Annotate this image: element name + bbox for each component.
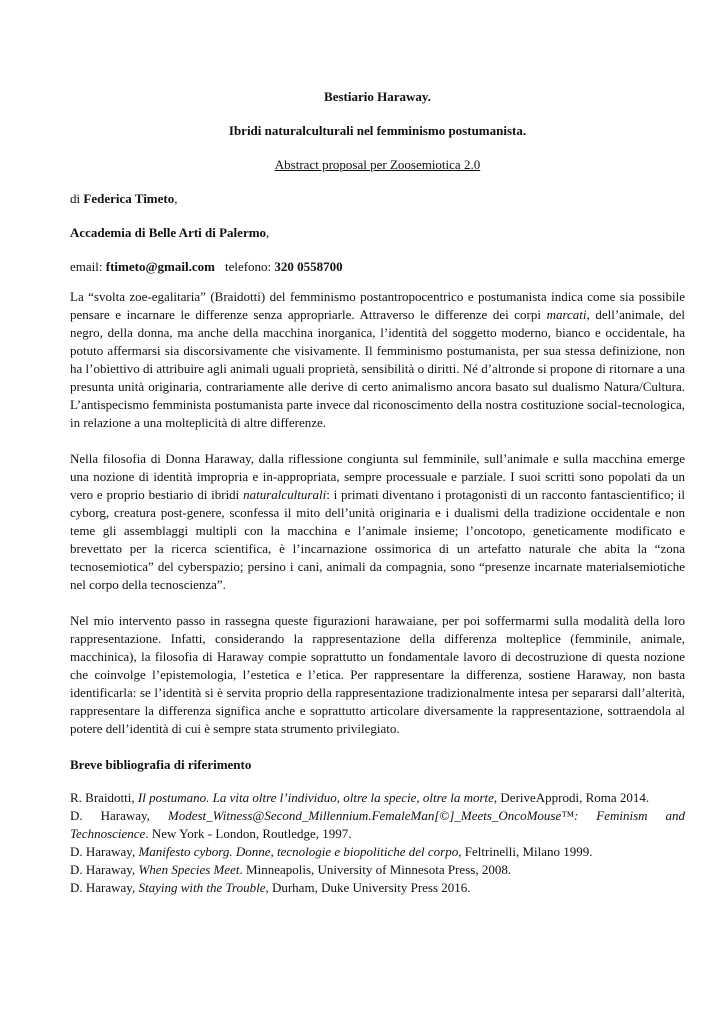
bibliography-item bbox=[70, 879, 685, 897]
bib-title: When Species Meet bbox=[138, 862, 240, 877]
bib-title: Manifesto cyborg. Donne, tecnologie e biopolitiche del corpo bbox=[138, 844, 459, 859]
phone-label: telefono: bbox=[224, 259, 275, 274]
bibliography-item bbox=[70, 789, 685, 807]
paragraph-3: Nel mio intervento passo in rassegna queste figurazioni harawaiane, per poi soffermarmi sulla modalità della loro rappresentazione. Infatti, considerando la rappresentazione della differenza molteplice (femminile, animale, macchinica), la filosofia di Haraway compie soprattutto un fondamentale lavoro di decostruzione di questa nozione che coinvolge l’epistemologia, l’estetica e l’etica. Per rappresentare la differenza, sostiene Haraway, non basta identificarla: se l’identità si è servita proprio della rappresentazione tradizionalmente intesa per separarsi dall’alterità, rappresentare la differenza significa anche e soprattutto articolare diversamente la rappresentazione, sottraendola al potere dell’identità di cui è sempre stata strumento privilegiato. bbox=[70, 613, 685, 736]
bibliography-heading: Breve bibliografia di riferimento bbox=[70, 757, 252, 772]
bib-details: , DeriveApprodi, Roma 2014. bbox=[493, 790, 650, 805]
bib-title: Il postumano. La vita oltre l’individuo, oltre la specie, oltre la morte bbox=[137, 790, 494, 805]
paragraph-1-emphasis: marcati bbox=[546, 307, 587, 322]
bibliography-list bbox=[70, 789, 685, 897]
affiliation-line bbox=[70, 224, 685, 242]
bib-author: D. Haraway, bbox=[70, 880, 139, 895]
bibliography-item bbox=[70, 807, 685, 843]
paragraph-2-emphasis: naturalculturali bbox=[243, 487, 327, 502]
bib-author: D. Haraway, bbox=[70, 844, 139, 859]
author-prefix: di bbox=[70, 191, 84, 206]
bib-title: Modest_Witness@Second_Millennium.FemaleMan[©]_Meets_OncoMouse™: Feminism and Technoscience bbox=[70, 808, 685, 841]
bib-details: . Minneapolis, University of Minnesota Press, 2008. bbox=[239, 862, 512, 877]
affiliation-name: Accademia di Belle Arti di Palermo bbox=[70, 225, 267, 240]
bibliography-item bbox=[70, 861, 685, 879]
contact-line bbox=[70, 258, 685, 276]
paragraph-1-part-a: La “svolta zoe-egalitaria” (Braidotti) del femminismo postantropocentrico e postumanista indica come sia possibile pensare e incarnare le differenze senza appropriarle. Attraverso le differenze dei corpi bbox=[70, 289, 685, 322]
bib-author: R. Braidotti, bbox=[70, 790, 138, 805]
proposal-line: Abstract proposal per Zoosemiotica 2.0 bbox=[274, 157, 481, 172]
bib-title: Staying with the Trouble bbox=[138, 880, 266, 895]
author-name: Federica Timeto bbox=[83, 191, 175, 206]
author-line bbox=[70, 190, 685, 208]
email-address: ftimeto@gmail.com bbox=[105, 259, 215, 274]
bib-author: D. Haraway, bbox=[70, 808, 168, 823]
affiliation-suffix: , bbox=[266, 225, 270, 240]
paragraph-2-part-a: Nella filosofia di Donna Haraway, dalla riflessione congiunta sul femminile, sull’animale e sulla macchina emerge una nozione di identità impropria e in-appropriata, sempre processuale e parziale. I suoi scritti sono popolati da un vero e proprio bestiario di ibridi bbox=[70, 451, 685, 502]
phone-number: 320 0558700 bbox=[274, 259, 343, 274]
paragraph-2 bbox=[70, 450, 685, 594]
bib-author: D. Haraway, bbox=[70, 862, 139, 877]
paragraph-2-part-b: : i primati diventano i protagonisti di un racconto fantascientifico; il cyborg, creatura post-genere, sconfessa il mito dell’unità originaria e i dualismi della tradizione occidentale e non teme gli assemblaggi multipli con la macchina e l’animale insieme; l’oncotopo, geneticamente modificato e brevettato per la ricerca scientifica, è l’incarnazione ossimorica di un artefatto naturale che abita la “zona tecnosemiotica” del cyberspazio; persino i cani, animali da compagnia, sono “presenze incarnate materialsemiotiche nel corpo della tecnoscienza”. bbox=[70, 487, 685, 592]
document-title: Bestiario Haraway. bbox=[324, 89, 431, 104]
paragraph-1-part-b: , dell’animale, del negro, della donna, ma anche della macchina inorganica, l’identità del soggetto moderno, bianco e occidentale, ha potuto affermarsi sia discorsivamente che visivamente. Il femminismo postumanista, per sua stessa definizione, non ha l’obiettivo di attribuire agli animali uguali proprietà, sensibilità o diritti. Né d’altronde si propone di ritornare a una presunta unità originaria, contrariamente alle derive di certo animalismo ancora basato sul dualismo Natura/Cultura. L’antispecismo femminista postumanista parte invece dal riconoscimento della nostra costituzione social-tecnologica, in relazione a una molteplicità di altre differenze. bbox=[70, 307, 685, 430]
bib-details: . New York - London, Routledge, 1997. bbox=[145, 826, 352, 841]
bib-details: , Durham, Duke University Press 2016. bbox=[265, 880, 471, 895]
bib-details: , Feltrinelli, Milano 1999. bbox=[458, 844, 593, 859]
document-subtitle: Ibridi naturalculturali nel femminismo postumanista. bbox=[228, 123, 527, 138]
email-label: email: bbox=[70, 259, 106, 274]
author-suffix: , bbox=[174, 191, 178, 206]
document-page bbox=[70, 88, 685, 897]
bibliography-item bbox=[70, 843, 685, 861]
paragraph-1 bbox=[70, 288, 685, 432]
